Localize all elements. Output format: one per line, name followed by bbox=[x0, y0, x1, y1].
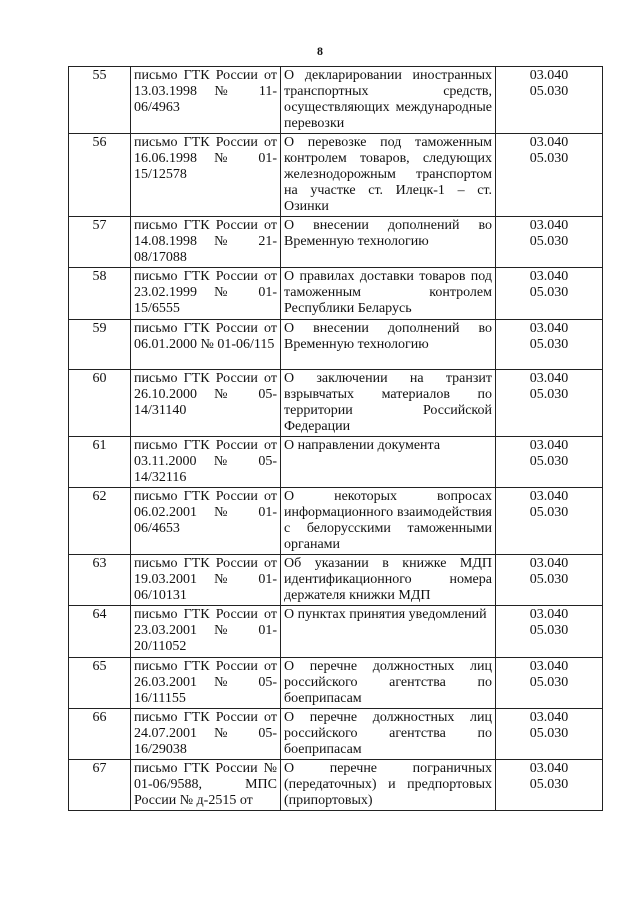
row-number: 58 bbox=[69, 268, 131, 320]
row-source: письмо ГТК России от 26.03.2001 № 05-16/11155 bbox=[131, 658, 281, 709]
code-secondary: 05.030 bbox=[529, 337, 569, 352]
code-secondary: 05.030 bbox=[529, 623, 569, 638]
row-title: О направлении документа bbox=[281, 437, 496, 488]
row-codes bbox=[496, 488, 603, 555]
row-codes bbox=[496, 760, 603, 811]
row-number: 57 bbox=[69, 217, 131, 268]
page-number: 8 bbox=[317, 44, 323, 58]
row-codes bbox=[496, 320, 603, 370]
table-row bbox=[69, 555, 603, 606]
row-source: письмо ГТК России от 06.01.2000 № 01-06/115 bbox=[131, 320, 281, 370]
table-row bbox=[69, 606, 603, 658]
row-number: 59 bbox=[69, 320, 131, 370]
code-primary: 03.040 bbox=[529, 218, 569, 233]
code-primary: 03.040 bbox=[529, 659, 569, 674]
code-primary: 03.040 bbox=[529, 710, 569, 725]
code-primary: 03.040 bbox=[529, 438, 569, 453]
table-row bbox=[69, 488, 603, 555]
code-secondary: 05.030 bbox=[529, 675, 569, 690]
row-title: О перечне пограничных (передаточных) и предпортовых (припортовых) bbox=[281, 760, 496, 811]
row-number: 60 bbox=[69, 370, 131, 437]
row-title: О внесении дополнений во Временную технологию bbox=[281, 217, 496, 268]
row-source: письмо ГТК России от 24.07.2001 № 05-16/29038 bbox=[131, 709, 281, 760]
code-primary: 03.040 bbox=[529, 556, 569, 571]
row-source: письмо ГТК России от 23.03.2001 № 01-20/11052 bbox=[131, 606, 281, 658]
code-secondary: 05.030 bbox=[529, 151, 569, 166]
code-primary: 03.040 bbox=[529, 321, 569, 336]
row-title: Об указании в книжке МДП идентификационного номера держателя книжки МДП bbox=[281, 555, 496, 606]
row-title: О заключении на транзит взрывчатых материалов по территории Российской Федерации bbox=[281, 370, 496, 437]
table-row bbox=[69, 760, 603, 811]
row-codes bbox=[496, 709, 603, 760]
row-codes bbox=[496, 658, 603, 709]
row-codes bbox=[496, 268, 603, 320]
row-codes bbox=[496, 370, 603, 437]
table-row bbox=[69, 217, 603, 268]
table-row bbox=[69, 268, 603, 320]
code-primary: 03.040 bbox=[529, 269, 569, 284]
code-secondary: 05.030 bbox=[529, 285, 569, 300]
code-secondary: 05.030 bbox=[529, 777, 569, 792]
table-row bbox=[69, 370, 603, 437]
row-codes bbox=[496, 67, 603, 134]
row-title: О внесении дополнений во Временную технологию bbox=[281, 320, 496, 370]
row-source: письмо ГТК России от 14.08.1998 № 21-08/17088 bbox=[131, 217, 281, 268]
row-codes bbox=[496, 217, 603, 268]
row-title: О перечне должностных лиц российского агентства по боеприпасам bbox=[281, 709, 496, 760]
row-codes bbox=[496, 606, 603, 658]
code-secondary: 05.030 bbox=[529, 726, 569, 741]
row-title: О перечне должностных лиц российского агентства по боеприпасам bbox=[281, 658, 496, 709]
row-source: письмо ГТК России от 03.11.2000 № 05-14/32116 bbox=[131, 437, 281, 488]
row-codes bbox=[496, 134, 603, 217]
row-number: 56 bbox=[69, 134, 131, 217]
row-title: О пунктах принятия уведомлений bbox=[281, 606, 496, 658]
code-primary: 03.040 bbox=[529, 135, 569, 150]
row-source: письмо ГТК России от 16.06.1998 № 01-15/12578 bbox=[131, 134, 281, 217]
code-secondary: 05.030 bbox=[529, 387, 569, 402]
row-title: О декларировании иностранных транспортных средств, осуществляющих международные перевозки bbox=[281, 67, 496, 134]
row-source: письмо ГТК России № 01-06/9588, МПС России № д-2515 от bbox=[131, 760, 281, 811]
code-primary: 03.040 bbox=[529, 761, 569, 776]
row-number: 65 bbox=[69, 658, 131, 709]
document-registry-table bbox=[68, 66, 603, 811]
table-row bbox=[69, 709, 603, 760]
table-row bbox=[69, 658, 603, 709]
row-number: 64 bbox=[69, 606, 131, 658]
row-title: О перевозке под таможенным контролем товаров, следующих железнодорожным транспортом на участке ст. Илецк-1 – ст. Озинки bbox=[281, 134, 496, 217]
row-title: О правилах доставки товаров под таможенным контролем Республики Беларусь bbox=[281, 268, 496, 320]
row-number: 62 bbox=[69, 488, 131, 555]
code-primary: 03.040 bbox=[529, 607, 569, 622]
row-number: 61 bbox=[69, 437, 131, 488]
row-number: 63 bbox=[69, 555, 131, 606]
row-codes bbox=[496, 437, 603, 488]
code-secondary: 05.030 bbox=[529, 505, 569, 520]
row-source: письмо ГТК России от 19.03.2001 № 01-06/10131 bbox=[131, 555, 281, 606]
code-secondary: 05.030 bbox=[529, 572, 569, 587]
table-row bbox=[69, 134, 603, 217]
code-secondary: 05.030 bbox=[529, 454, 569, 469]
code-primary: 03.040 bbox=[529, 371, 569, 386]
row-source: письмо ГТК России от 06.02.2001 № 01-06/4653 bbox=[131, 488, 281, 555]
table-row bbox=[69, 67, 603, 134]
code-secondary: 05.030 bbox=[529, 84, 569, 99]
code-primary: 03.040 bbox=[529, 489, 569, 504]
row-title: О некоторых вопросах информационного взаимодействия с белорусскими таможенными органами bbox=[281, 488, 496, 555]
row-source: письмо ГТК России от 26.10.2000 № 05-14/31140 bbox=[131, 370, 281, 437]
code-secondary: 05.030 bbox=[529, 234, 569, 249]
row-codes bbox=[496, 555, 603, 606]
row-source: письмо ГТК России от 23.02.1999 № 01-15/6555 bbox=[131, 268, 281, 320]
table-row bbox=[69, 320, 603, 370]
code-primary: 03.040 bbox=[529, 68, 569, 83]
table-row bbox=[69, 437, 603, 488]
row-number: 66 bbox=[69, 709, 131, 760]
row-number: 55 bbox=[69, 67, 131, 134]
row-number: 67 bbox=[69, 760, 131, 811]
row-source: письмо ГТК России от 13.03.1998 № 11-06/4963 bbox=[131, 67, 281, 134]
